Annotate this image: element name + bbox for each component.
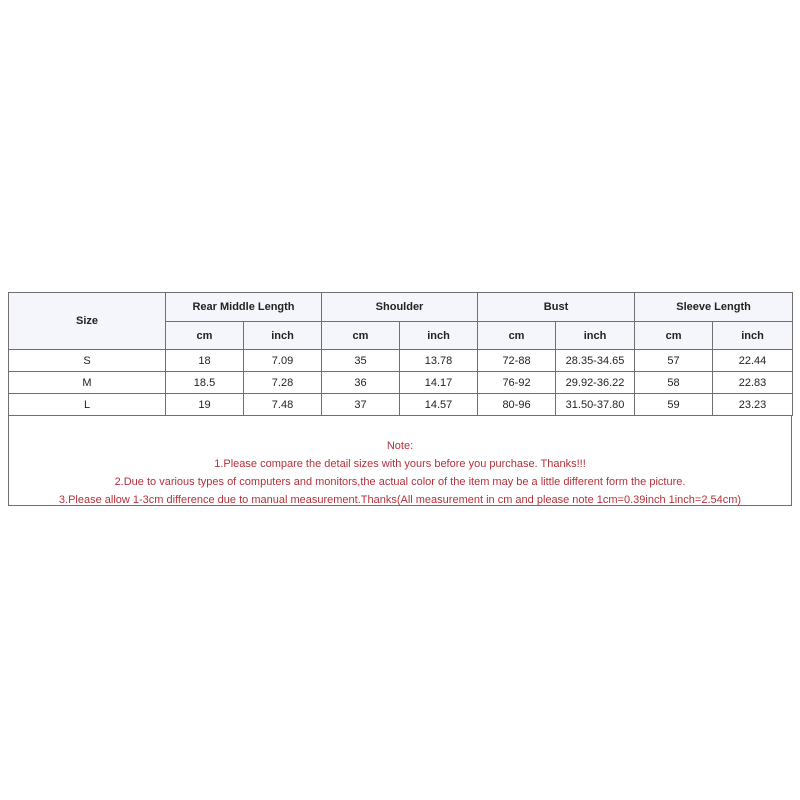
size-cell: M [9,372,166,394]
notes-box [8,416,792,506]
unit-header: inch [713,322,793,350]
group-header-bust: Bust [478,293,635,322]
note-line-1: 1.Please compare the detail sizes with yours before you purchase. Thanks!!! [214,458,586,470]
size-table [8,292,793,416]
table-cell: 13.78 [400,350,478,372]
size-chart [8,292,792,506]
group-header-sleeve-length: Sleeve Length [635,293,793,322]
header-row-groups [9,293,793,322]
table-cell: 22.44 [713,350,793,372]
table-cell: 35 [322,350,400,372]
unit-header: cm [635,322,713,350]
table-cell: 19 [166,394,244,416]
table-cell: 22.83 [713,372,793,394]
unit-header: inch [400,322,478,350]
unit-header: cm [478,322,556,350]
table-cell: 58 [635,372,713,394]
note-line-2: 2.Due to various types of computers and monitors,the actual color of the item may be a little different form the picture. [114,476,686,488]
note-title: Note: [386,440,414,452]
size-cell: L [9,394,166,416]
note-line-3: 3.Please allow 1-3cm difference due to manual measurement.Thanks(All measurement in cm and please note 1cm=0.39inch 1inch=2.54cm) [58,494,742,506]
table-cell: 7.28 [244,372,322,394]
table-cell: 18 [166,350,244,372]
size-header: Size [9,293,166,350]
table-row [9,350,793,372]
unit-header: cm [166,322,244,350]
table-cell: 31.50-37.80 [556,394,635,416]
unit-header: inch [244,322,322,350]
unit-header: cm [322,322,400,350]
group-header-shoulder: Shoulder [322,293,478,322]
table-row [9,394,793,416]
table-row [9,372,793,394]
unit-header: inch [556,322,635,350]
table-cell: 72-88 [478,350,556,372]
table-cell: 57 [635,350,713,372]
table-cell: 14.57 [400,394,478,416]
table-cell: 36 [322,372,400,394]
table-cell: 7.09 [244,350,322,372]
table-cell: 28.35-34.65 [556,350,635,372]
table-cell: 29.92-36.22 [556,372,635,394]
table-cell: 14.17 [400,372,478,394]
group-header-rear-middle-length: Rear Middle Length [166,293,322,322]
table-cell: 18.5 [166,372,244,394]
table-cell: 80-96 [478,394,556,416]
table-cell: 59 [635,394,713,416]
table-cell: 76-92 [478,372,556,394]
table-cell: 7.48 [244,394,322,416]
table-cell: 37 [322,394,400,416]
size-cell: S [9,350,166,372]
table-cell: 23.23 [713,394,793,416]
